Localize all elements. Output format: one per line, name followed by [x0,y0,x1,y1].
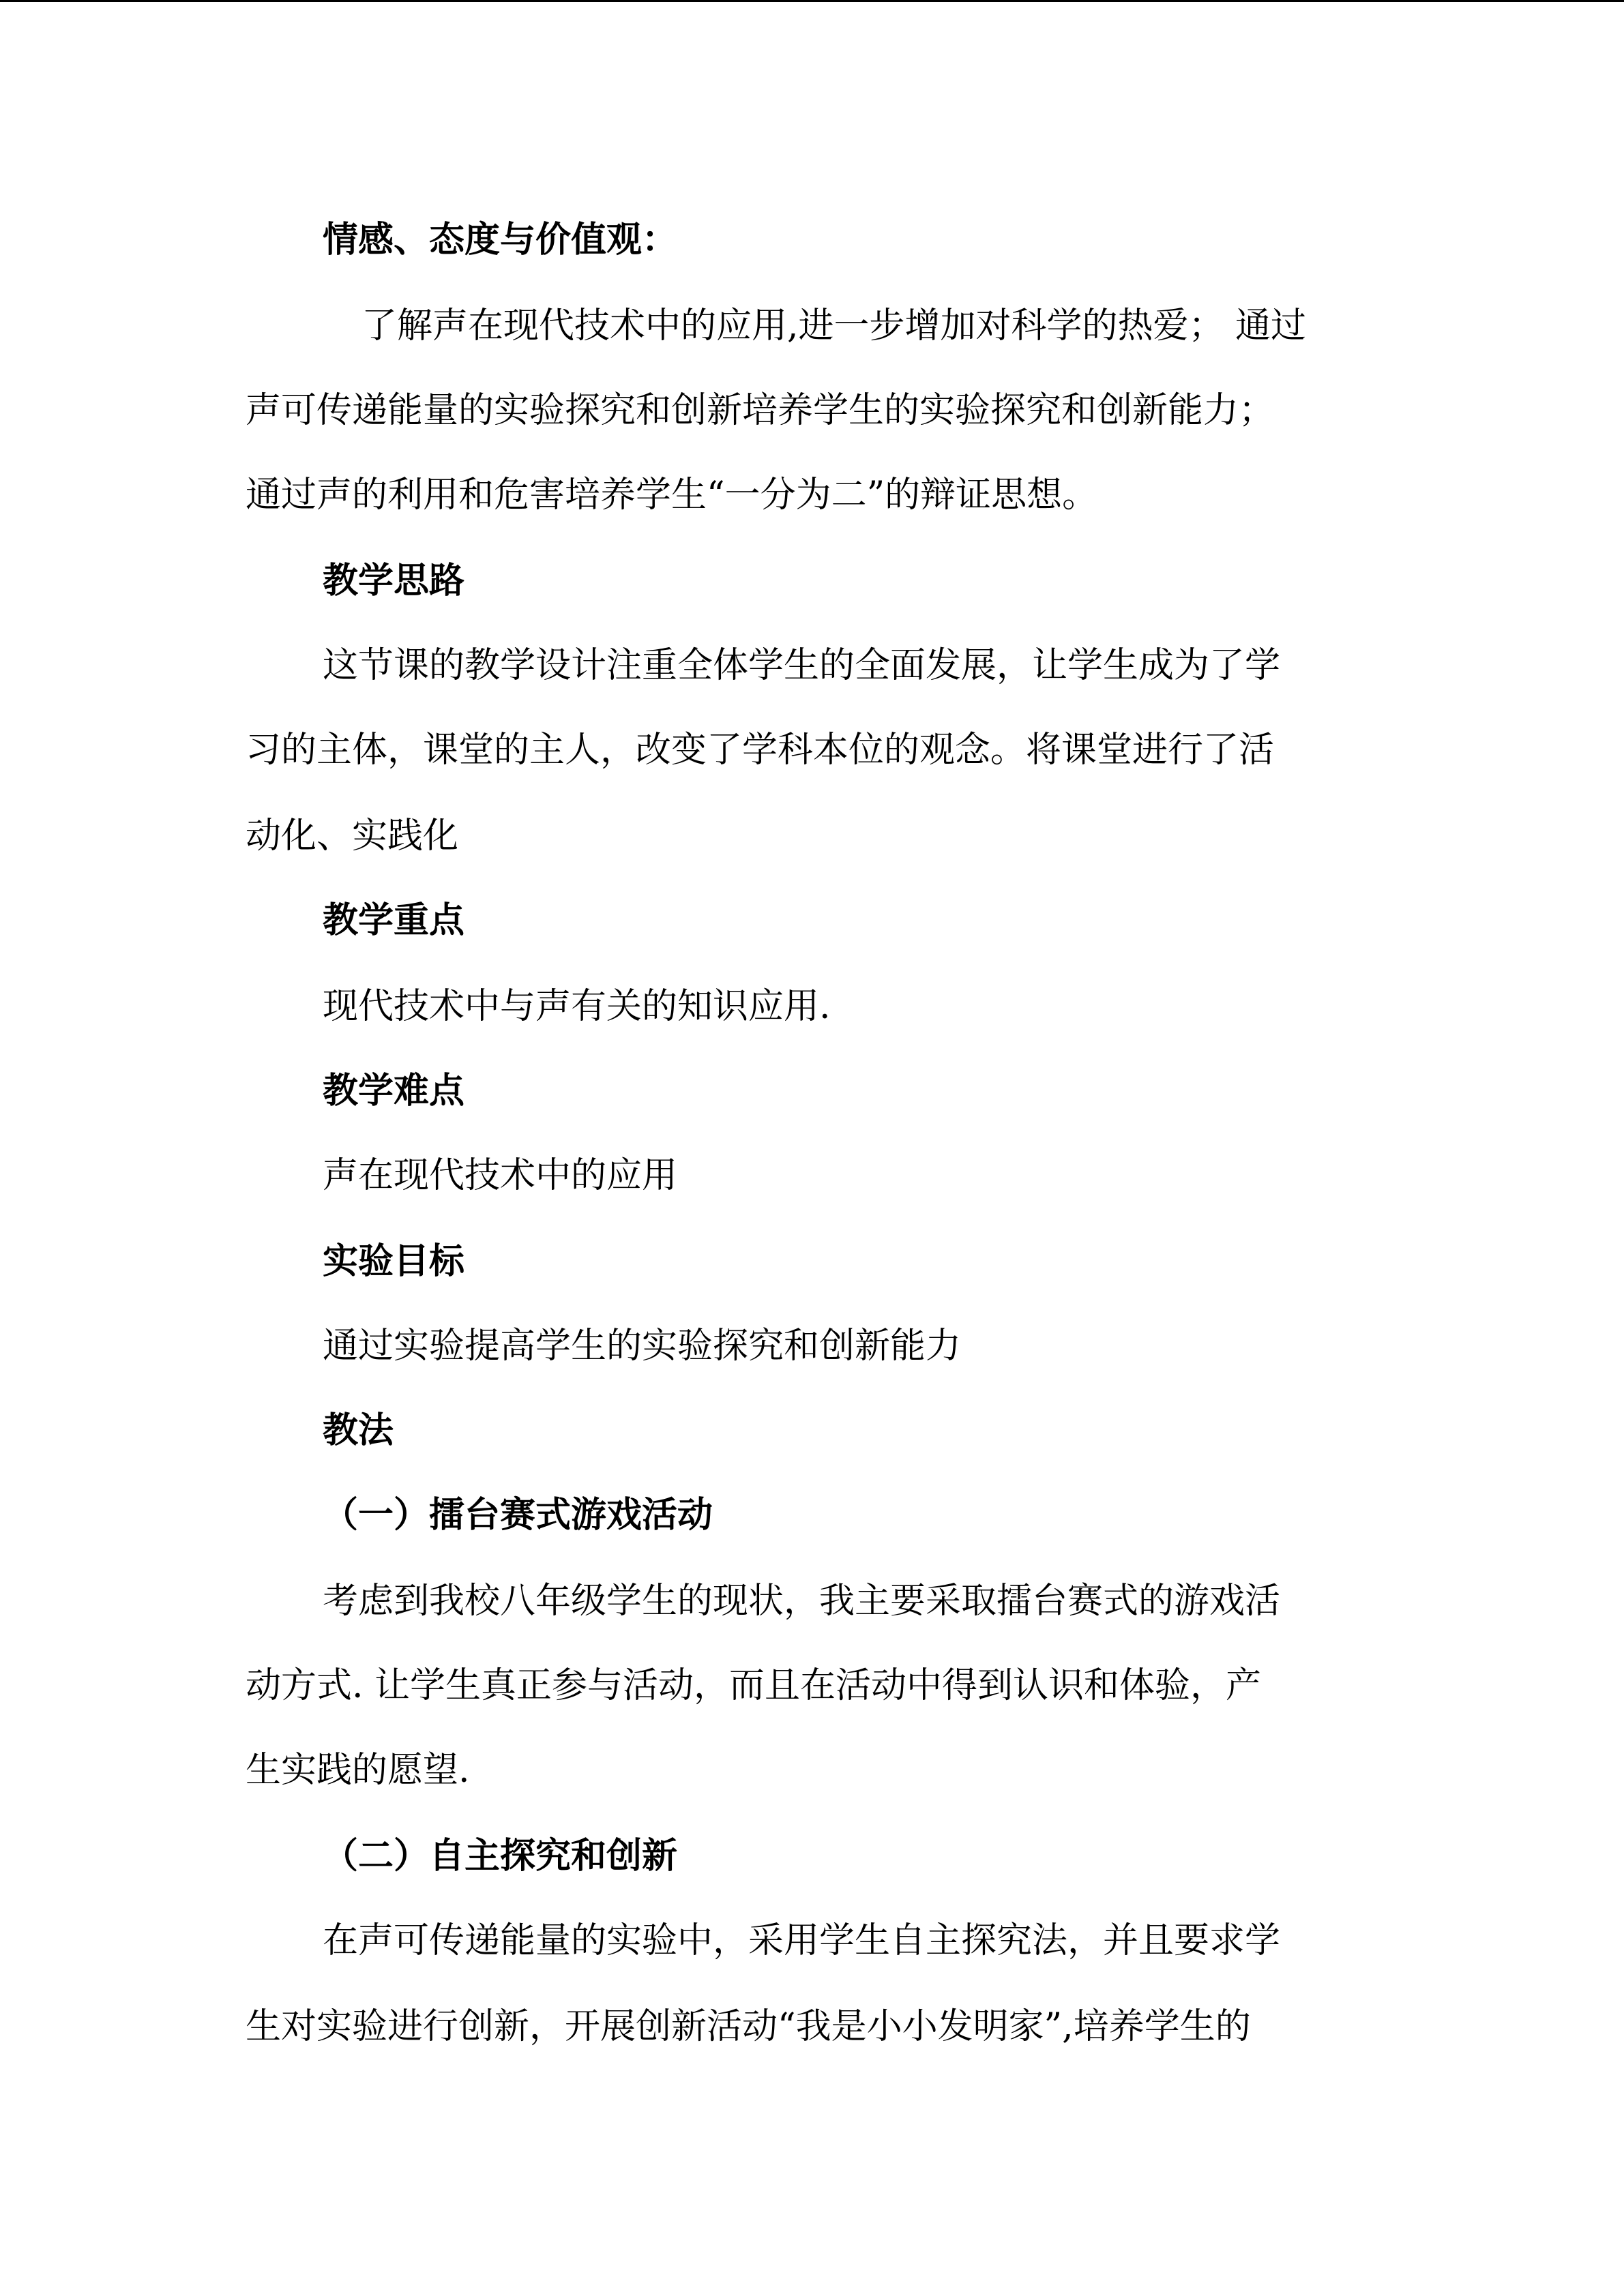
teaching-idea-line-3: 动化、实践化 [246,816,459,856]
heading-key-points: 教学重点 [323,899,465,941]
values-text-line-2: 声可传递能量的实验探究和创新培养学生的实验探究和创新能力； [246,390,1275,431]
teaching-idea-line-1: 这节课的教学设计注重全体学生的全面发展，让学生成为了学 [323,645,1281,686]
method-1-line-3: 生实践的愿望. [246,1750,470,1791]
difficulties-text: 声在现代技术中的应用 [323,1155,678,1196]
heading-values: 情感、态度与价值观： [323,219,678,260]
values-text-line-1: 了解声在现代技术中的应用,进一步增加对科学的热爱； 通过 [361,305,1307,346]
experiment-goal-text: 通过实验提高学生的实验探究和创新能力 [323,1326,962,1367]
heading-difficulties: 教学难点 [323,1070,465,1112]
method-1-line-1: 考虑到我校八年级学生的现状，我主要采取擂台赛式的游戏活 [323,1581,1281,1622]
teaching-idea-line-2: 习的主体，课堂的主人，改变了学科本位的观念。将课堂进行了活 [246,730,1275,771]
heading-experiment-goal: 实验目标 [323,1240,465,1282]
heading-teaching-idea: 教学思路 [323,560,465,601]
subheading-method-2: （二）自主探究和创新 [323,1835,678,1877]
heading-method: 教法 [323,1410,394,1451]
values-text-line-3: 通过声的利用和危害培养学生“一分为二”的辩证思想。 [246,475,1098,516]
method-2-line-2: 生对实验进行创新，开展创新活动“我是小小发明家”,培养学生的 [246,2006,1251,2047]
method-2-line-1: 在声可传递能量的实验中，采用学生自主探究法，并且要求学 [323,1920,1281,1961]
method-1-line-2: 动方式. 让学生真正参与活动，而且在活动中得到认识和体验，产 [246,1665,1262,1706]
subheading-method-1: （一）擂台赛式游戏活动 [323,1494,713,1536]
top-border-line [0,0,1624,2]
key-points-text: 现代技术中与声有关的知识应用. [323,986,831,1027]
